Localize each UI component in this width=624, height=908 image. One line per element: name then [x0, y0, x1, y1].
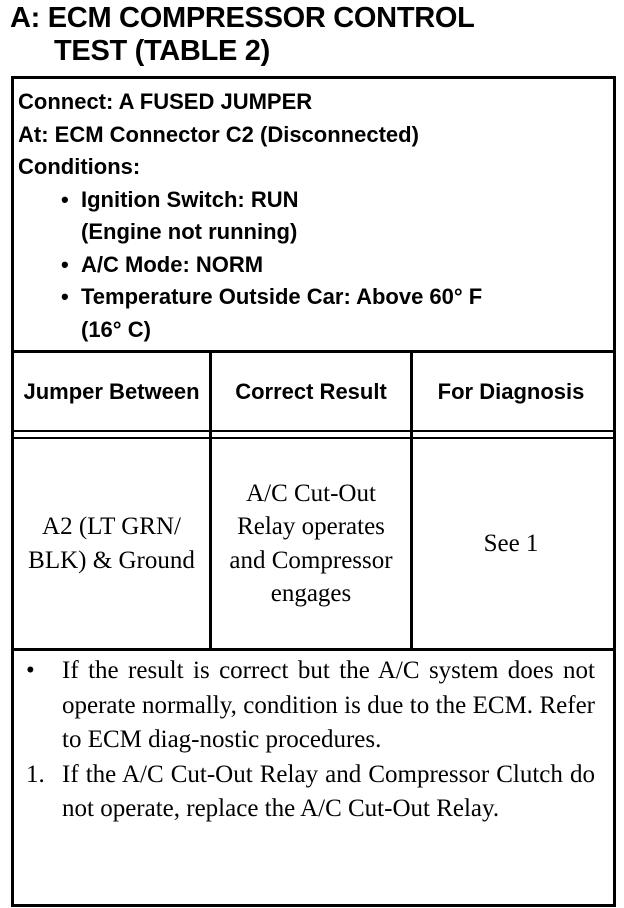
header-for-diagnosis: For Diagnosis	[437, 378, 585, 404]
note-text: If the result is correct but the A/C system does not operate normally, condition is due to the ECM. Refer to ECM diag-nostic procedures.	[62, 657, 595, 753]
note-number: 1.	[26, 760, 45, 788]
bullet-icon: •	[26, 657, 35, 684]
notes-section	[20, 654, 595, 827]
connect-line: Connect: A FUSED JUMPER	[18, 89, 313, 114]
bullet-icon: •	[61, 186, 69, 212]
bullet-icon: •	[61, 251, 69, 277]
note-text: If the A/C Cut-Out Relay and Compressor Clutch do not operate, replace the A/C Cut-Out Relay.	[62, 760, 595, 822]
at-line: At: ECM Connector C2 (Disconnected)	[18, 121, 419, 147]
note-item	[20, 654, 595, 758]
conditions-label: Conditions:	[18, 154, 141, 179]
header-jumper-between: Jumper Between	[23, 378, 200, 404]
condition-item-continued: (16° C)	[81, 316, 151, 342]
condition-item: • A/C Mode: NORM	[18, 249, 608, 282]
title-line-2: TEST (TABLE 2)	[54, 35, 270, 67]
cell-jumper: A2 (LT GRN/ BLK) & Ground	[28, 513, 195, 574]
title-line-1: A: ECM COMPRESSOR CONTROL	[10, 2, 475, 34]
bullet-icon: •	[61, 284, 69, 309]
condition-item-continued: (Engine not running)	[81, 219, 298, 244]
header-double-rule-top	[11, 430, 616, 432]
note-item	[20, 758, 595, 827]
cell-diagnosis: See 1	[483, 529, 539, 557]
condition-item: • Temperature Outside Car: Above 60° F	[18, 281, 608, 314]
cell-result: A/C Cut-Out Relay operates and Compressor engages	[229, 479, 393, 607]
header-correct-result: Correct Result	[235, 378, 387, 404]
page-title	[10, 2, 620, 68]
divider	[11, 648, 616, 651]
condition-item: • Ignition Switch: RUN	[18, 184, 608, 217]
connection-section	[18, 86, 608, 346]
